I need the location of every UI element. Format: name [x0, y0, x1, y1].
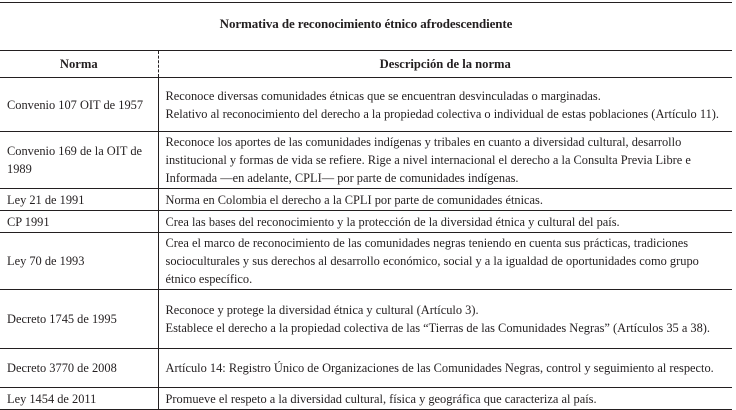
- descripcion-line: Crea el marco de reconocimiento de las comunidades negras teniendo en cuenta sus prácticas, tradiciones socioculturales y sus derechos al desarrollo económico, social y a la igualdad de oportunidades como grupo étnico específico.: [165, 236, 699, 286]
- table-row: [0, 211, 732, 233]
- descripcion-cell: [158, 211, 732, 233]
- descripcion-cell: [158, 290, 732, 349]
- descripcion-line: Reconoce los aportes de las comunidades indígenas y tribales en cuanto a diversidad cultural, desarrollo institucional y formas de vida se refiere. Rige a nivel internacional el derecho a la Consulta Previa Libre e Informada —en adelante, CPLI— por parte de comunidades indígenas.: [165, 135, 691, 185]
- descripcion-cell: [158, 388, 732, 410]
- table-row: [0, 388, 732, 410]
- norma-cell: Decreto 3770 de 2008: [0, 349, 158, 388]
- descripcion-cell: [158, 132, 732, 189]
- table-row: [0, 233, 732, 290]
- descripcion-line: Establece el derecho a la propiedad colectiva de las “Tierras de las Comunidades Negras” (Artículos 35 a 38).: [165, 321, 711, 335]
- norma-cell: Convenio 169 de la OIT de 1989: [0, 132, 158, 189]
- table-row: [0, 189, 732, 211]
- norma-cell: Ley 21 de 1991: [0, 189, 158, 211]
- descripcion-cell: [158, 78, 732, 132]
- descripcion-line: Reconoce y protege la diversidad étnica y cultural (Artículo 3).: [165, 303, 479, 317]
- header-norma: Norma: [0, 51, 158, 78]
- table-row: [0, 290, 732, 349]
- norms-table: [0, 50, 732, 410]
- descripcion-cell: [158, 189, 732, 211]
- table-row: [0, 132, 732, 189]
- descripcion-line: Artículo 14: Registro Único de Organizaciones de las Comunidades Negras, control y seguimiento al respecto.: [165, 361, 714, 375]
- table-row: [0, 349, 732, 388]
- norma-cell: CP 1991: [0, 211, 158, 233]
- table-header-row: [0, 51, 732, 78]
- top-rule-divider: [0, 2, 732, 3]
- descripcion-cell: [158, 349, 732, 388]
- table-title: Normativa de reconocimiento étnico afrodescendiente: [219, 16, 513, 31]
- descripcion-line: Norma en Colombia el derecho a la CPLI por parte de comunidades étnicas.: [165, 192, 543, 207]
- table-row: [0, 78, 732, 132]
- norma-cell: Convenio 107 OIT de 1957: [0, 78, 158, 132]
- norma-cell: Decreto 1745 de 1995: [0, 290, 158, 349]
- descripcion-line: Reconoce diversas comunidades étnicas que se encuentran desvinculadas o marginadas.: [165, 88, 601, 103]
- header-descripcion: Descripción de la norma: [158, 51, 732, 78]
- descripcion-cell: [158, 233, 732, 290]
- descripcion-line: Crea las bases del reconocimiento y la protección de la diversidad étnica y cultural del país.: [165, 214, 620, 229]
- norma-cell: Ley 1454 de 2011: [0, 388, 158, 410]
- descripcion-line: Promueve el respeto a la diversidad cultural, física y geográfica que caracteriza al país.: [165, 391, 597, 406]
- norma-cell: Ley 70 de 1993: [0, 233, 158, 290]
- descripcion-line: Relativo al reconocimiento del derecho a la propiedad colectiva o individual de estas poblaciones (Artículo 11).: [165, 106, 719, 121]
